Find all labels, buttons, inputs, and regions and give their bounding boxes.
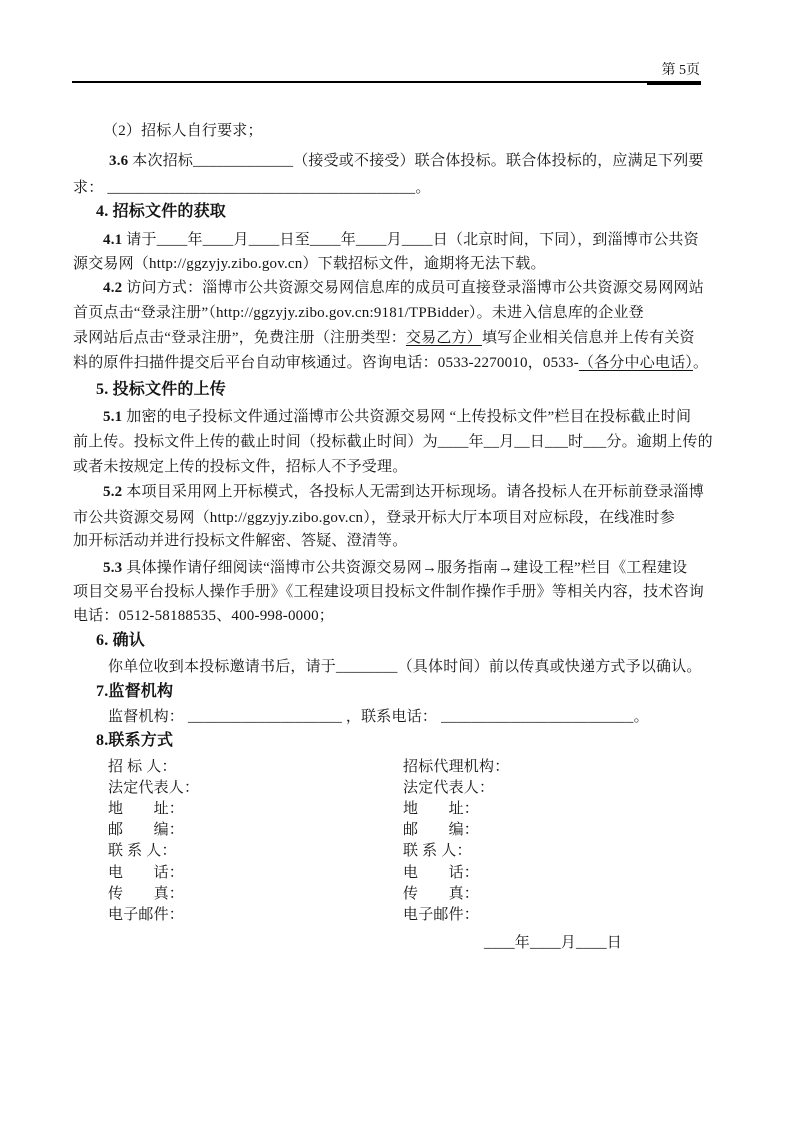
clause-4-2-line-4-post: 。 [693, 355, 709, 371]
clause-5-3-line-3: 电话：0512-58188535、400-998-0000； [73, 608, 334, 624]
supervisor-phone-fill-blank: _________________________ [441, 709, 634, 725]
clause-5-2-line-1 [103, 482, 704, 502]
clause-4-2-registration-type-underlined: 交易乙方） [405, 330, 482, 346]
clause-4-2-line-3 [73, 328, 695, 348]
agency-fax-label: 传 真： [403, 886, 480, 902]
section-5-title: 5. 投标文件的上传 [96, 381, 227, 398]
clause-3-item-2: （2）招标人自行要求； [103, 123, 263, 139]
section-7-title: 7.监督机构 [96, 683, 174, 700]
header-rule [72, 81, 701, 83]
agency-label: 招标代理机构： [403, 759, 510, 775]
clause-4-2-line-1 [103, 278, 704, 298]
clause-4-2-line-4 [73, 353, 708, 373]
clause-4-1-line-2: 源交易网（http://ggzyjy.zibo.gov.cn）下载招标文件，逾期将无法下载。 [73, 256, 546, 272]
supervisor-fill-blank: ____________________ [187, 709, 342, 725]
tenderer-legal-rep-label: 法定代表人： [108, 780, 200, 796]
tenderer-address-label: 地 址： [108, 801, 185, 817]
signature-date-line: ____年____月____日 [484, 935, 623, 951]
clause-4-2-branch-phone-underlined: （各分中心电话） [578, 355, 694, 371]
clause-4-2-line-3-pre: 录网站后点击“登录注册”，免费注册（注册类型： [73, 330, 406, 346]
section-6-body: 你单位收到本投标邀请书后，请于________（具体时间）前以传真或快递方式予以确认。 [108, 659, 702, 675]
clause-4-1-number: 4.1 [103, 232, 123, 248]
agency-legal-rep-label: 法定代表人： [403, 780, 495, 796]
tenderer-postcode-label: 邮 编： [108, 822, 185, 838]
agency-address-label: 地 址： [403, 801, 480, 817]
clause-3-6-period: 。 [415, 180, 431, 196]
section-7-period: 。 [633, 709, 649, 725]
clause-5-3-text: 具体操作请仔细阅读“淄博市公共资源交易网→服务指南→建设工程”栏目《工程建设 [122, 560, 688, 576]
clause-3-6-text: 本次招标_____________（接受或不接受）联合体投标。联合体投标的，应满足下列要 [128, 153, 704, 169]
clause-3-6-line-1 [109, 151, 704, 171]
section-6-title: 6. 确认 [96, 632, 146, 649]
tenderer-phone-label: 电 话： [108, 865, 185, 881]
section-4-title: 4. 招标文件的获取 [96, 203, 227, 220]
supervisor-phone-label: ，联系电话： [341, 709, 442, 725]
supervisor-label: 监督机构： [108, 709, 188, 725]
clause-5-3-line-2: 项目交易平台投标人操作手册》《工程建设项目投标文件制作操作手册》等相关内容，技术咨询 [73, 584, 704, 600]
clause-4-2-text: 访问方式：淄博市公共资源交易网信息库的成员可直接登录淄博市公共资源交易网网站 [122, 280, 704, 296]
clause-5-2-text: 本项目采用网上开标模式，各投标人无需到达开标现场。请各投标人在开标前登录淄博 [122, 484, 704, 500]
agency-contact-label: 联 系 人： [403, 843, 472, 859]
clause-4-2-line-2: 首页点击“登录注册”（http://ggzyjy.zibo.gov.cn:9181/TPBidder）。未进入信息库的企业登 [73, 305, 644, 321]
clause-5-2-line-3: 加开标活动并进行投标文件解密、答疑、澄清等。 [73, 533, 408, 549]
agency-email-label: 电子邮件： [403, 907, 480, 923]
clause-5-1-line-3: 或者未按规定上传的投标文件，招标人不予受理。 [73, 459, 408, 475]
agency-postcode-label: 邮 编： [403, 822, 480, 838]
clause-5-1-number: 5.1 [103, 409, 123, 425]
section-7-body [108, 707, 649, 727]
clause-5-2-number: 5.2 [103, 484, 123, 500]
page-number: 第 5页 [661, 63, 700, 78]
tenderer-fax-label: 传 真： [108, 886, 185, 902]
page-number-underline [647, 83, 701, 85]
clause-3-6-line-2 [73, 178, 431, 198]
tenderer-email-label: 电子邮件： [108, 907, 185, 923]
clause-5-3-line-1 [103, 558, 687, 578]
clause-5-1-text: 加密的电子投标文件通过淄博市公共资源交易网 “上传投标文件”栏目在投标截止时间 [122, 409, 692, 425]
clause-4-2-number: 4.2 [103, 280, 123, 296]
agency-phone-label: 电 话： [403, 865, 480, 881]
clause-5-3-number: 5.3 [103, 560, 123, 576]
clause-4-1-text: 请于____年____月____日至____年____月____日（北京时间，下同），到淄博市公共资 [122, 232, 699, 248]
tenderer-label: 招 标 人： [108, 759, 177, 775]
clause-3-6-fill-blank: ________________________________________ [107, 180, 416, 196]
clause-4-2-line-3-post: 填写企业相关信息并上传有关资 [481, 330, 695, 346]
tenderer-contact-label: 联 系 人： [108, 843, 177, 859]
clause-3-6-continuation: 求： [73, 180, 108, 196]
clause-5-1-line-1 [103, 407, 691, 427]
section-8-title: 8.联系方式 [96, 732, 174, 749]
clause-5-1-line-2: 前上传。投标文件上传的截止时间（投标截止时间）为____年__月__日___时___分。逾期上传的 [73, 434, 713, 450]
clause-3-6-number: 3.6 [109, 153, 129, 169]
clause-4-2-line-4-pre: 料的原件扫描件提交后平台自动审核通过。咨询电话：0533-2270010，0533- [73, 355, 579, 371]
clause-4-1-line-1 [103, 230, 699, 250]
clause-5-2-line-2: 市公共资源交易网（http://ggzyjy.zibo.gov.cn），登录开标大厅本项目对应标段，在线准时参 [73, 510, 675, 526]
